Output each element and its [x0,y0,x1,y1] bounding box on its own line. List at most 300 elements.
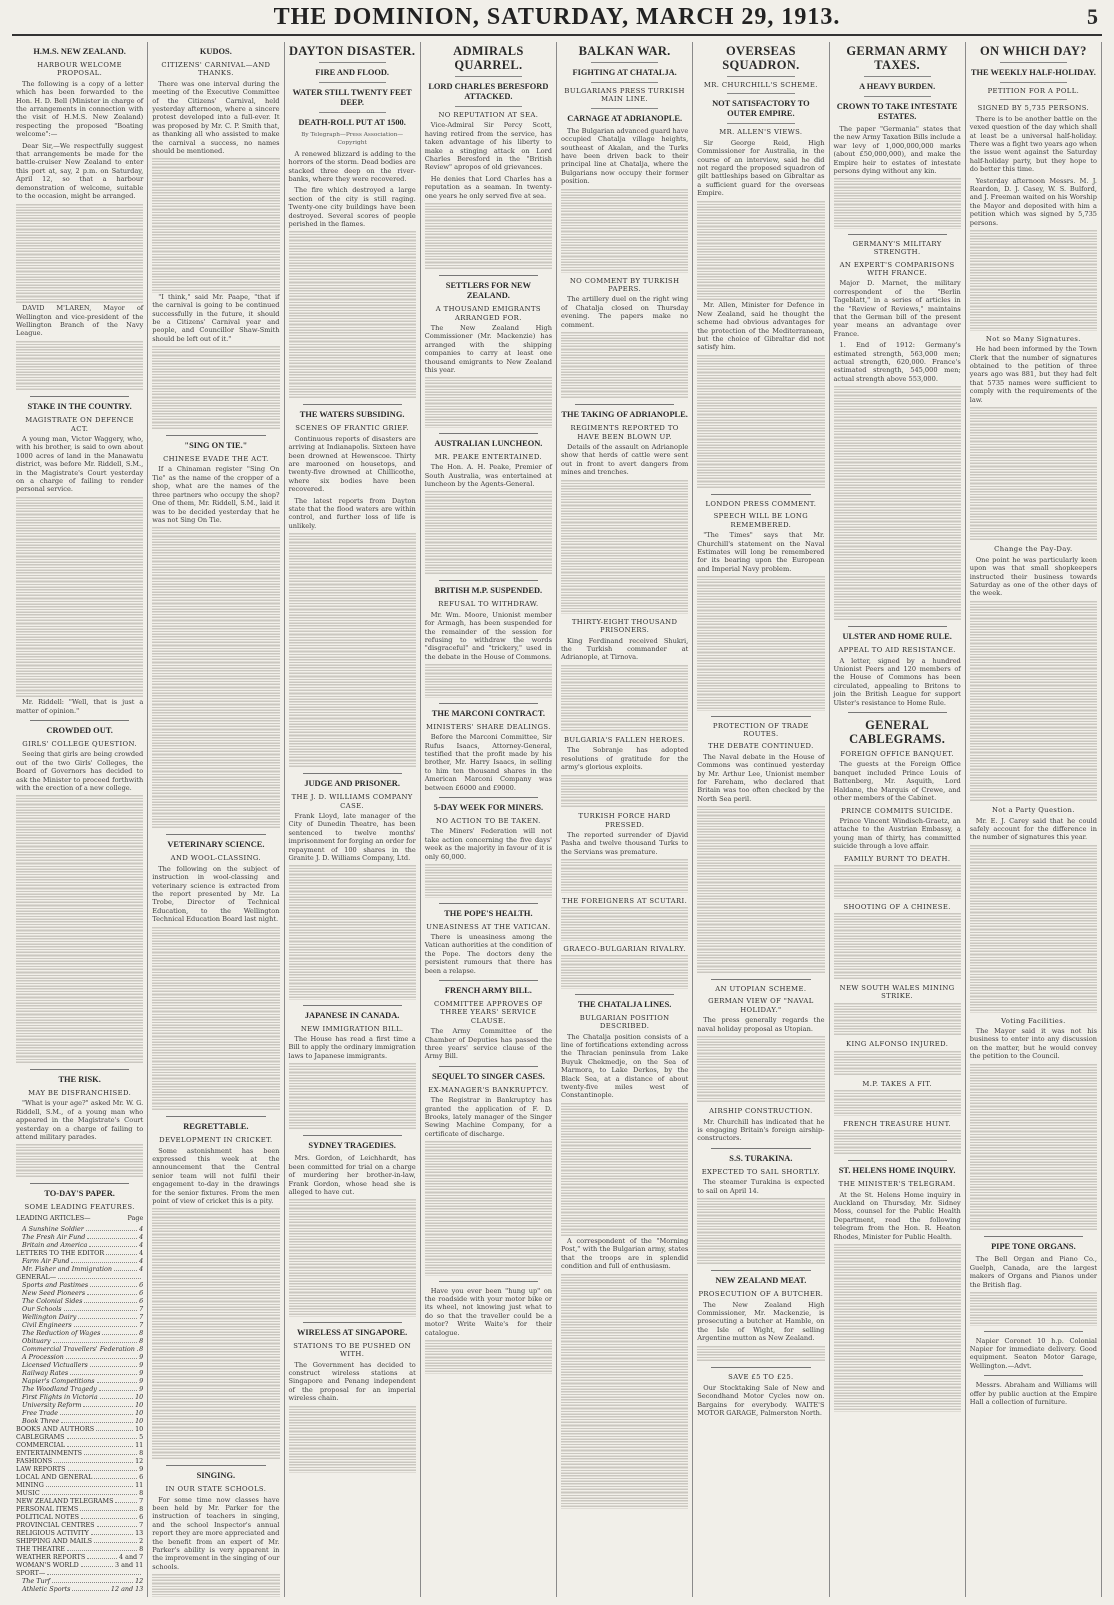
headline: STAKE IN THE COUNTRY. [27,402,132,412]
index-entry-title: Civil Engineers [22,1320,72,1329]
index-entry-page: 7 [139,1312,144,1321]
headline: SETTLERS FOR NEW ZEALAND. [445,281,531,301]
article-text: Frank Lloyd, late manager of the City of Dunedin Theatre, has been sentenced to twelve months' imprisonment for forging an order for repayment of 100 shares in the Granite J. D. Williams Company, Ltd. [288,811,416,862]
article-text: The fire which destroyed a large section of the city is still raging. Twenty-one city buildings have been destroyed. Several scores of people perished in the flames. [288,186,416,229]
subheadline: IN OUR STATE SCHOOLS. [165,1485,267,1494]
index-entry [16,1489,143,1497]
index-entry [16,1257,143,1265]
article-text: One point he was particularly keen upon was that small shopkeepers instructed their business towards Saturday as one of the other days of the week. [969,555,1097,598]
subheadline: COMMITTEE APPROVES OF THREE YEARS' SERVICE CLAUSE. [434,1000,543,1025]
article-text: Some astonishment has been expressed this week at the announcement that the Central senior team will not fulfil their engagement to-day in the drawings for the senior fixtures. From the men point of view of cricket this is a pity. [152,1146,280,1206]
subheadline: KING ALFONSO INJURED. [845,1040,949,1049]
article-text: The Registrar in Bankruptcy has granted the application of F. D. Brooks, lately manager of the Singer Sewing Machine Company, for a certificate of discharge. [424,1096,552,1138]
index-entry-page: 10 [135,1408,144,1417]
index-entry [16,1441,143,1449]
article-text: Mr. Wm. Moore, Unionist member for Armagh, has been suspended for the remainder of the session for refusing to withdraw the words "disgraceful" and "trickery," used in the debate in the House of Commons. [424,610,552,661]
article-text: The New Zealand High Commissioner, Mr. Mackenzie, is prosecuting a butcher at Hamble, on the Isle of Wight, for selling Argentine mutton as New Zealand. [697,1300,825,1343]
index-entry-title: LETTERS TO THE EDITOR [16,1248,105,1257]
index-entry-page: 13 [135,1528,144,1537]
article-text: A young man, Victor Waggery, who, with his brother, is said to own about 1000 acres of land in the Manawatu district, was before Mr. Riddell, S.M., in the Magistrate's Court yesterday on a charge of failing to render personal service. [16,434,144,494]
index-entry-title: RELIGIOUS ACTIVITY [16,1528,89,1537]
subheadline: FAMILY BURNT TO DEATH. [843,854,951,863]
index-entry-page: 6 [139,1288,144,1297]
subheadline: APPEAL TO AID RESISTANCE. [838,646,956,655]
subheadline: EX-MANAGER'S BANKRUPTCY. [428,1085,549,1094]
subheadline: THE MINISTER'S TELEGRAM. [838,1180,956,1189]
index-entry [16,1233,143,1241]
article-text: At the St. Helens Home inquiry in Auckland on Thursday, Mr. Sidney Moss, counsel for the Public Health Department, read the following telegram from the Hon. R. Heaton Rhodes, Minister for Public Health. [833,1190,961,1241]
subheadline: THE DEBATE CONTINUED. [708,742,814,751]
index-entry-page: 9 [139,1360,144,1369]
index-entry-title: Licensed Victuallers [22,1360,88,1369]
index-entry-title: LAW REPORTS [16,1464,66,1473]
index-entry-title: PROVINCIAL CENTRES [16,1520,95,1529]
index-entry [16,1409,143,1417]
article-text: The press generally regards the naval holiday proposal as Utopian. [697,1016,825,1033]
index-entry [16,1497,143,1505]
index-entry-title: University Reform [22,1400,82,1409]
section-heading: GRAECO-BULGARIAN RIVALRY. [563,944,686,953]
subheadline: MR. CHURCHILL'S SCHEME. [703,81,818,89]
index-entry-page: 6 [139,1296,144,1305]
index-entry [16,1249,143,1257]
headline: AUSTRALIAN LUNCHEON. [434,438,543,448]
index-entry [16,1321,143,1329]
index-entry-page: 7 [139,1304,144,1313]
index-entry-page: 12 [135,1576,144,1585]
article-text: The steamer Turakina is expected to sail on April 14. [697,1178,825,1195]
advertisement-heading: SAVE £5 TO £25. [728,1373,794,1382]
newspaper-title: THE DOMINION, SATURDAY, MARCH 29, 1913. [273,4,841,30]
headline: JUDGE AND PRISONER. [304,779,400,789]
index-entry-page: 9 [139,1352,144,1361]
article-text: The Army Committee of the Chamber of Deputies has passed the three years' service clause of the Army Bill. [424,1027,552,1061]
subheadline: SOME LEADING FEATURES. [24,1202,135,1211]
section-heading: THE FOREIGNERS AT SCUTARI. [562,896,688,905]
subheadline: A THOUSAND EMIGRANTS ARRANGED FOR. [435,305,541,322]
index-entry-page: 9 [139,1368,144,1377]
index-entry-title: Wellington Dairy [22,1312,77,1321]
headline: ULSTER AND HOME RULE. [842,632,952,642]
index-entry-page: 4 [139,1224,144,1233]
section-heading: TURKISH FORCE HARD PRESSED. [578,812,671,829]
index-entry [16,1353,143,1361]
index-entry-title: LOCAL AND GENERAL [16,1472,93,1481]
subheadline: FIRE AND FLOOD. [315,68,389,77]
section-heading: Voting Facilities. [1001,1016,1066,1025]
article-text: Yesterday afternoon Messrs. M. J. Reardon, D. J. Casey, W. S. Bulford, and J. Freeman waited on his Worship the Mayor and deposited with him a petition which was signed by 5,735 persons. [969,176,1097,227]
article-text: "What is your age?" asked Mr. W. G. Riddell, S.M., of a young man who appeared in the Magistrate's Court yesterday on a charge of failing to attend military parades. [16,1099,144,1141]
index-entry [16,1393,143,1401]
index-entry-title: Mr. Fisher and Immigration [22,1264,112,1273]
index-entry [16,1377,143,1385]
index-entry-title: The Turf [22,1576,50,1585]
article-text: Vice-Admiral Sir Percy Scott, having retired from the service, has taken advantage of his liberty to make a stinging attack on Lord Charles Beresford in the "British Review" apropos of old grievances. [424,121,552,172]
index-entry-page: 4 [139,1256,144,1265]
subheadline: BULGARIAN POSITION DESCRIBED. [579,1013,670,1031]
article-text: Details of the assault on Adrianople show that herds of cattle were sent out in front to avert dangers from mines and trenches. [561,442,689,477]
subheadline: BULGARIANS PRESS TURKISH MAIN LINE. [564,87,685,104]
index-entry [16,1289,143,1297]
index-entry-title: The Woodland Tragedy [22,1384,97,1393]
index-entry [16,1401,143,1409]
article-text: Seeing that girls are being crowded out of the two Girls' Colleges, the Board of Governors has decided to ask the Minister to proceed forthwith with the erection of a new college. [16,750,144,793]
index-entry-title: The Reduction of Wages [22,1328,101,1337]
index-entry [16,1369,143,1377]
article-text: Dear Sir,—We respectfully suggest that arrangements be made for the battle-cruiser New Zealand to enter this port at, say, 2 p.m. on Saturday, April 12, so that a harbour demonstration of welcome, suitable to the occasion, might be arranged. [16,141,144,201]
index-entry [16,1505,143,1513]
index-entry [16,1473,143,1481]
subheadline: UNEASINESS AT THE VATICAN. [426,922,551,931]
index-entry-page: 7 [139,1520,144,1529]
headline: SYDNEY TRAGEDIES. [308,1141,396,1151]
headline: THE RISK. [58,1074,101,1084]
article-text: Mr. Churchill has indicated that he is engaging Britain's foreign airship-constructors. [697,1117,825,1143]
index-entry [16,1481,143,1489]
index-entry [16,1241,143,1249]
index-entry-page: 3 and 11 [114,1560,144,1569]
index-entry-title: Britain and America [22,1240,88,1249]
article-text: Mr. Allen, Minister for Defence in New Zealand, said he thought the scheme had obvious advantages for the protection of the Mediterranean, but the choice of Gibraltar did not satisfy him. [697,301,825,352]
index-entry-title: FASHIONS [16,1456,53,1465]
index-entry-page: 6 [139,1512,144,1521]
index-entry [16,1297,143,1305]
index-entry-title: First Flights in Victoria [22,1392,98,1401]
article-text: The following on the subject of instruction in wool-classing and veterinary science is extracted from the report presented by Mr. La Trobe, Director of Technical Education, to the Wellington Technical Education Board last night. [152,864,280,924]
subheadline: AND WOOL-CLASSING. [170,854,262,863]
index-entry-page: 5 [139,1432,144,1441]
index-entry-page: 10 [135,1392,144,1401]
index-entry-page: 7 [139,1496,144,1505]
article-text: The Bulgarian advanced guard have occupied Chatalja village heights, southeast of Akalan, and the Turks have been driven back to their principal line at Chatalja, where the Bulgarians now occupy their former position. [561,126,689,186]
index-entry-page: 7 [139,1320,144,1329]
article-text: The guests at the Foreign Office banquet included Prince Louis of Battenberg, Mr. Asquith, Lord Haldane, the Marquis of Crewe, and other members of the Cabinet. [833,760,961,803]
subheadline: PETITION FOR A POLL. [987,87,1080,95]
subheadline: M.P. TAKES A FIT. [862,1079,932,1088]
subheadline: REFUSAL TO WITHDRAW. [438,600,539,609]
headline: THE WATERS SUBSIDING. [299,410,405,420]
subheadline: MR. PEAKE ENTERTAINED. [434,452,543,461]
article-text: "I think," said Mr. Paape, "that if the carnival is going to be continued successfully in the future, it should be a Citizens' Carnival year and people, and Councillor Shaw-Smith should be left out of it." [152,292,280,343]
headline: "SING ON TIE." [184,441,248,451]
index-entry-page: 8 [139,1488,144,1497]
article-text: "The Times" says that Mr. Churchill's statement on the Naval Estimates will long be remembered for its bearing upon the European and Imperial Navy problem. [697,531,825,573]
masthead [12,0,1102,36]
headline: KUDOS. [199,47,232,56]
article-text: King Ferdinand received Shukri, the Turkish commander at Adrianople, at Tirnova. [561,636,689,662]
subheadline: LORD CHARLES BERESFORD ATTACKED. [428,82,549,101]
headline: BRITISH M.P. SUSPENDED. [434,586,543,596]
headline: WIRELESS AT SINGAPORE. [297,1327,408,1337]
article-text: The artillery duel on the right wing of Chatalja closed on Thursday evening. The papers make no comment. [561,295,689,329]
index-entry-page: 8 [139,1448,144,1457]
subheadline: SHOOTING OF A CHINESE. [843,902,951,911]
index-entry [16,1529,143,1537]
news-columns [12,42,1102,1597]
subheadline: NO ACTION TO BE TAKEN. [436,816,541,825]
index-entry-title: Commercial Travellers' Federation [22,1344,135,1353]
signature: DAVID M'LAREN, Mayor of Wellington and vice-president of the Wellington Branch of the Navy League. [16,304,144,338]
index-entry-page: 8 [139,1544,144,1553]
index-entry-title: COMMERCIAL [16,1440,65,1449]
index-entry [16,1225,143,1233]
index-entry [16,1273,143,1281]
article-text: The New Zealand High Commissioner (Mr. Mackenzie) has arranged with the shipping companies to carry at least one thousand emigrants to New Zealand this year. [424,324,552,375]
headline: S.S. TURAKINA. [729,1153,793,1163]
index-entry-page: 4 [139,1240,144,1249]
headline: GENERAL CABLEGRAMS. [849,718,946,747]
article-text: He had been informed by the Town Clerk that the number of signatures obtained to the petition of three years ago was 881, but they had felt that 5735 names were sufficient to comply with the requirements of the law. [969,345,1097,404]
index-entry-title: NEW ZEALAND TELEGRAMS [16,1496,114,1505]
index-entry-title: ENTERTAINMENTS [16,1448,82,1457]
index-entry-page: 8 [139,1344,144,1353]
article-text: The Government has decided to construct wireless stations at Singapore and Penang independent of the proposal for an imperial wireless chain. [288,1360,416,1403]
index-entry-page: 4 and 7 [119,1552,144,1561]
subheadline: FIGHTING AT CHATALJA. [572,68,677,77]
subheadline: SCENES OF FRANTIC GRIEF. [295,424,410,433]
subheadline: GERMAN VIEW OF "NAVAL HOLIDAY." [708,997,814,1014]
headline: GERMAN ARMY TAXES. [846,44,948,72]
subheadline: EXPECTED TO SAIL SHORTLY. [701,1167,821,1176]
article-text: A letter, signed by a hundred Unionist Peers and 120 members of the House of Commons has been circulated, appealing to Britons to join the British League for support Ulster's resistance to Home Rule. [833,656,961,707]
index-entry-page: 11 [135,1440,144,1449]
headline: THE POPE'S HEALTH. [444,908,533,918]
index-entry [16,1329,143,1337]
article-text: The latest reports from Dayton state that the flood waters are within control, and further loss of life is unlikely. [288,496,416,530]
index-entry-title: SHIPPING AND MAILS [16,1536,92,1545]
column-7 [830,42,966,1597]
article-text: He denies that Lord Charles has a reputation as a seaman. In twenty-one years he only served five at sea. [424,174,552,200]
headline: NEW ZEALAND MEAT. [715,1276,807,1286]
index-entry [16,1553,143,1561]
subheadline: DEATH-ROLL PUT AT 1500. [298,118,406,127]
index-entry [16,1265,143,1273]
subheadline: FRENCH TREASURE HUNT. [843,1119,952,1128]
index-entry-page: 12 [135,1456,144,1465]
article-text: The paper "Germania" states that the new Army Taxation Bills include a war levy of 1,000,000,000 marks (about £50,000,000), and make the Empire heir to estates of intestate persons dying without any kin. [833,125,961,176]
index-entry-page: 8 [139,1328,144,1337]
subheadline: A HEAVY BURDEN. [859,82,936,91]
article-text: The Hon. A. H. Peake, Premier of South Australia, was entertained at luncheon by the Agents-General. [424,463,552,488]
subheadline: PRINCE COMMITS SUICIDE. [841,806,954,815]
article-text: The Chatalja position consists of a line of fortifications extending across the Thracian peninsula from Lake Buyuk Chekmedje, on the Sea of Marmora, to Lake Derkos, by the Black Sea, at a distance of about twenty-five miles west of Constantinople. [561,1032,689,1100]
column-8 [966,42,1102,1597]
index-entry [16,1361,143,1369]
subheadline: DEVELOPMENT IN CRICKET. [159,1136,273,1145]
article-text: The Miners' Federation will not take action concerning the five days' week as the majority in favour of it is only 60,000. [424,827,552,861]
section-heading: Not so Many Signatures. [985,334,1081,343]
index-entry-page: 8 [139,1504,144,1513]
section-heading: Not a Party Question. [991,806,1075,815]
section-heading: Change the Pay-Day. [994,545,1073,554]
index-entry [16,1433,143,1441]
article-text: Prince Vincent Windisch-Graetz, an attache to the Austrian Embassy, a young man of thirty, has committed suicide through a love affair. [833,816,961,851]
headline: THE TAKING OF ADRIANOPLE. [561,410,688,420]
subheadline: AN EXPERT'S COMPARISONS WITH FRANCE. [839,260,955,277]
article-text: The Mayor said it was not his business to enter into any discussion on the matter, but he would convey the petition to the Council. [969,1026,1097,1061]
headline: CROWDED OUT. [46,726,113,735]
index-entry-title: GENERAL— [16,1272,57,1281]
index-entry-title: PERSONAL ITEMS [16,1504,79,1513]
subheadline: MAY BE DISFRANCHISED. [28,1088,132,1097]
article-text: Sir George Reid, High Commissioner for Australia, in the course of an interview, said he did not regard the proposed squadron of gilt battleships based on Gibraltar as a sufficient guard for the overseas Empire. [697,138,825,198]
section-heading: AN UTOPIAN SCHEME. [715,985,807,993]
advertisement: Our Stocktaking Sale of New and Secondhand Motor Cycles now on. Bargains for everybody. WAITE'S MOTOR GARAGE, Palmerston North. [697,1383,825,1417]
subheadline: CHINESE EVADE THE ACT. [163,455,269,464]
index-entry-page: 11 [135,1480,144,1489]
subheadline: FOREIGN OFFICE BANQUET. [840,750,954,759]
article-text: Mr. E. J. Carey said that he could safely account for the difference in the number of signatures this year. [969,816,1097,842]
index-entry-title: The Fresh Air Fund [22,1232,86,1241]
headline: 5-DAY WEEK FOR MINERS. [433,802,544,812]
article-text: There was one interval during the meeting of the Executive Committee of the Citizens' Carnival, held yesterday afternoon, where a sincere protest developed into a full-ever. It was proposed by Mr. C. P. Smith that, as thanking all who assisted to make the carnival a success, no names should be mentioned. [152,79,280,156]
subheadline: WATER STILL TWENTY FEET DEEP. [292,88,412,107]
advertisement: Have you ever been "hung up" on the roadside with your motor bike or its wheel, not knowing just what to do so that the traveller could be a motor? Write Waite's for their catalogue. [424,1286,552,1337]
article-text: Continuous reports of disasters are arriving at Indianapolis. Sixteen have been drowned at Hewenscoe. Thirty are marooned on housetops, and twenty-five drowned at Chillicothe, where six bodies have been recovered. [288,434,416,494]
index-entry-title: WOMAN'S WORLD [16,1560,79,1569]
index-entry-page: 4 [139,1248,144,1257]
section-heading: THIRTY-EIGHT THOUSAND PRISONERS. [571,617,678,635]
subheadline: SPEECH WILL BE LONG REMEMBERED. [713,512,809,529]
column-1 [12,42,148,1597]
index-entry [16,1449,143,1457]
subheadline: NOT SATISFACTORY TO OUTER EMPIRE. [712,99,810,119]
index-entry [16,1417,143,1425]
column-4 [421,42,557,1597]
article-text: 1. End of 1912: Germany's estimated strength, 563,000 men; actual strength, 620,000. France's estimated strength, 545,000 men; actual strength above 553,000. [833,341,961,383]
index-entry-page: 12 and 13 [110,1584,144,1593]
headline: DAYTON DISASTER. [288,44,416,58]
headline: ADMIRALS QUARREL. [453,44,524,72]
article-text: The Naval debate in the House of Commons was continued yesterday by Mr. Arthur Lee, Unionist member for Fareham, who declared that Britain was too often checked by the North Sea peril. [697,752,825,803]
article-text: The reported surrender of Djavid Pasha and twelve thousand Turks to the Servians was premature. [561,830,689,856]
article-text: A renewed blizzard is adding to the horrors of the storm. Dead bodies are stacked three deep on the river-banks, where they were recovered. [288,149,416,184]
subheadline: CROWN TO TAKE INTESTATE ESTATES. [836,102,958,121]
index-entry [16,1305,143,1313]
index-entry [16,1281,143,1289]
index-entry-title: A Sunshine Soldier [22,1224,84,1233]
subheadline: THE WEEKLY HALF-HOLIDAY. [970,68,1096,77]
advertisement: Messrs. Abraham and Williams will offer by public auction at the Empire Hall a collection of furniture. [969,1381,1097,1406]
section-heading: LONDON PRESS COMMENT. [705,500,817,509]
headline: FRENCH ARMY BILL. [444,986,532,995]
subheadline: NO REPUTATION AT SEA. [438,111,539,119]
index-entry-title: Book Three [22,1416,60,1425]
index-entry-page: 10 [135,1424,144,1433]
article-text: A correspondent of the "Morning Post," with the Bulgarian army, states that the troops are in splendid condition and full of enthusiasm. [561,1237,689,1271]
subheadline: PROSECUTION OF A BUTCHER. [698,1290,824,1299]
subheadline: NEW IMMIGRATION BILL. [300,1024,404,1033]
index-entry-page: 6 [139,1472,144,1481]
subheadline: CARNAGE AT ADRIANOPLE. [567,113,683,123]
index-entry-title: The Colonial Sides [22,1296,83,1305]
index-entry-title: WEATHER REPORTS [16,1552,86,1561]
headline: JAPANESE IN CANADA. [304,1010,400,1020]
article-text: There is to be another battle on the vexed question of the day which shall at least be a universal half-holiday. There was a fight two years ago when the issue went against the Saturday half-holiday party, but they hope to do better this time. [969,114,1097,174]
headline: SEQUEL TO SINGER CASES. [431,1071,545,1081]
index-entry-title: THE THEATRE [16,1544,66,1553]
index-entry [16,1337,143,1345]
index-entry-title: Athletic Sports [22,1584,71,1593]
article-text: Major D. Marnet, the military correspondent of the "Berlin Tageblatt," in a series of articles in the "Review of Reviews," maintains that the German bill of the present year means an advantage over France. [833,279,961,338]
index-entry [16,1521,143,1529]
index-entry [16,1577,143,1585]
index-entry-title: New Seed Pioneers [22,1288,86,1297]
index-entry-page: 9 [139,1376,144,1385]
index-entry-title: Our Schools [22,1304,62,1313]
article-text: The Sobranje has adopted resolutions of gratitude for the army's glorious exploits. [561,746,689,772]
index-entry-page: 4 [139,1232,144,1241]
subheadline: THE J. D. WILLIAMS COMPANY CASE. [291,793,413,810]
headline: REGRETTABLE. [183,1122,249,1132]
byline: By Telegraph—Press Association—Copyright [301,132,404,147]
index-entry [16,1561,143,1569]
section-heading: GERMANY'S MILITARY STRENGTH. [852,239,942,257]
headline: ON WHICH DAY? [980,44,1087,58]
index-entry-title: Napier's Competitions [22,1376,95,1385]
index-entry-title: MUSIC [16,1488,40,1497]
subheadline: CITIZENS' CARNIVAL—AND THANKS. [161,61,271,78]
article-text: If a Chinaman register "Sing On Tie" as the name of the cropper of a shop, what are the names of the three partners who occupy the shop? One of them, Mr. Riddell, S.M., laid it was to be decided yesterday that he was not Sing On Tie. [152,465,280,524]
headline: ST. HELENS HOME INQUIRY. [838,1166,956,1176]
index-entry-title: Free Trade [22,1408,59,1417]
headline: TO-DAY'S PAPER. [44,1188,115,1198]
subheadline: STATIONS TO BE PUSHED ON WITH. [293,1341,411,1359]
article-text: There is uneasiness among the Vatican authorities at the condition of the Pope. The doctors deny the persistent rumours that there has been a relapse. [424,932,552,975]
index-entry [16,1465,143,1473]
headline: OVERSEAS SQUADRON. [722,44,800,72]
index-entry [16,1513,143,1521]
headline: SINGING. [196,1471,236,1481]
headline: BALKAN WAR. [578,44,671,58]
section-heading: PROTECTION OF TRADE ROUTES. [712,721,809,738]
index-entry-title: Sports and Pastimes [22,1280,89,1289]
index-entry [16,1585,143,1593]
index-entry-title: CABLEGRAMS [16,1432,65,1441]
article-text: For some time now classes have been held by Mr. Parker for the instruction of teachers in singing, and the school Inspector's annual report they are more appreciated and the benefit from an expert of Mr. Parker's ability is very apparent in the improvement in the singing of our schools. [152,1495,280,1571]
article-text: Mrs. Gordon, of Leichhardt, has been committed for trial on a charge of murdering her brother-in-law, Frank Gordon, whose head she is alleged to have cut. [288,1154,416,1196]
column-6 [693,42,829,1597]
index-entry [16,1569,143,1577]
index-entry [16,1457,143,1465]
column-2 [148,42,284,1597]
index-entry-title: Obituary [22,1336,51,1345]
subheadline: REGIMENTS REPORTED TO HAVE BEEN BLOWN UP. [570,424,679,441]
article-text: The House has read a first time a Bill to apply the ordinary immigration laws to Japanese immigrants. [288,1035,416,1060]
section-heading: NO COMMENT BY TURKISH PAPERS. [569,276,680,293]
contents-index [16,1225,143,1593]
index-entry-page: 9 [139,1464,144,1473]
subheadline: SIGNED BY 5,735 PERSONS. [977,104,1090,113]
index-entry-title: A Procession [22,1352,64,1361]
column-3 [285,42,421,1597]
index-entry-page: 10 [135,1400,144,1409]
subheadline: HARBOUR WELCOME PROPOSAL. [37,61,123,78]
index-entry [16,1313,143,1321]
headline: VETERINARY SCIENCE. [167,840,265,850]
index-entry [16,1537,143,1545]
index-entry-title: MINING [16,1480,44,1489]
headline: H.M.S. NEW ZEALAND. [33,47,126,56]
article-text: The following is a copy of a letter which has been forwarded to the Hon. H. D. Bell (Minister in charge of the arrangements in connection with the visit of H.M.S. New Zealand) respecting the proposed "Boating welcome":— [16,79,144,139]
headline: PIPE TONE ORGANS. [991,1242,1076,1252]
index-entry [16,1345,143,1353]
index-entry-title: POLITICAL NOTES [16,1512,80,1521]
index-entry-page: 6 [139,1280,144,1289]
index-entry-title: BOOKS AND AUTHORS [16,1424,95,1433]
headline: THE CHATALJA LINES. [577,999,672,1009]
index-entry [16,1545,143,1553]
